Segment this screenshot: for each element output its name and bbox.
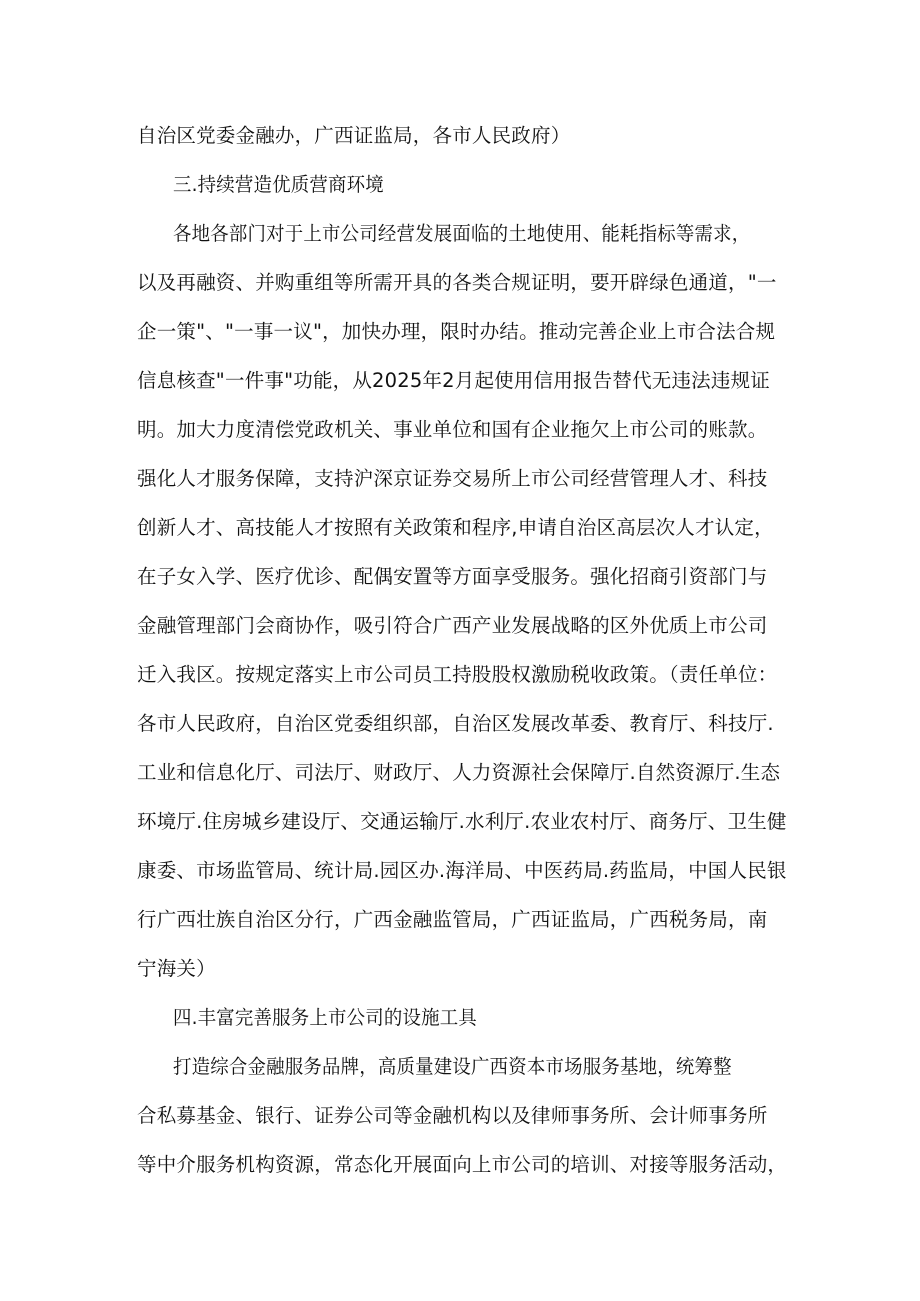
text-line: 宁海关） (137, 957, 216, 980)
text-line: 各市人民政府，自治区党委组织部，自治区发展改革委、教育厅、科技厅. (137, 712, 774, 735)
text-line: 等中介服务机构资源，常态化开展面向上市公司的培训、对接等服务活动， (137, 1153, 788, 1176)
text-line: 迁入我区。按规定落实上市公司员工持股股权激励税收政策。（责任单位： (137, 663, 778, 686)
paragraph-first-line: 打造综合金融服务品牌，高质量建设广西资本市场服务基地，统筹整 (173, 1055, 732, 1078)
text-line: 自治区党委金融办，广西证监局，各市人民政府） (137, 124, 571, 147)
paragraph-first-line: 各地各部门对于上市公司经营发展面临的土地使用、能耗指标等需求， (173, 222, 751, 245)
text-line: 明。加大力度清偿党政机关、事业单位和国有企业拖欠上市公司的账款。 (137, 418, 768, 441)
text-line: 强化人才服务保障，支持沪深京证券交易所上市公司经营管理人才、科技 (137, 467, 768, 490)
text-line: 企一策"、"一事一议"，加快办理，限时办结。推动完善企业上市合法合规 (137, 320, 776, 343)
text-line: 以及再融资、并购重组等所需开具的各类合规证明，要开辟绿色通道，"一 (137, 271, 777, 294)
text-line: 在子女入学、医疗优诊、配偶安置等方面享受服务。强化招商引资部门与 (137, 565, 768, 588)
text-line: 工业和信息化厅、司法厅、财政厅、人力资源社会保障厅.自然资源厅.生态 (137, 761, 781, 784)
section-heading: 三.持续营造优质营商环境 (173, 173, 384, 196)
text-line: 行广西壮族自治区分行，广西金融监管局，广西证监局，广西税务局，南 (137, 908, 768, 931)
text-line: 创新人才、高技能人才按照有关政策和程序,申请自治区高层次人才认定， (137, 516, 774, 539)
section-heading: 四.丰富完善服务上市公司的设施工具 (173, 1006, 478, 1029)
text-line: 合私募基金、银行、证券公司等金融机构以及律师事务所、会计师事务所 (137, 1104, 768, 1127)
text-line: 康委、市场监管局、统计局.园区办.海洋局、中医药局.药监局，中国人民银 (137, 859, 787, 882)
text-line: 金融管理部门会商协作，吸引符合广西产业发展战略的区外优质上市公司 (137, 614, 768, 637)
text-line: 环境厅.住房城乡建设厅、交通运输厅.水利厅.农业农村厅、商务厅、卫生健 (137, 810, 787, 833)
text-line: 信息核查"一件事"功能，从2025年2月起使用信用报告替代无违法违规证 (137, 369, 770, 392)
